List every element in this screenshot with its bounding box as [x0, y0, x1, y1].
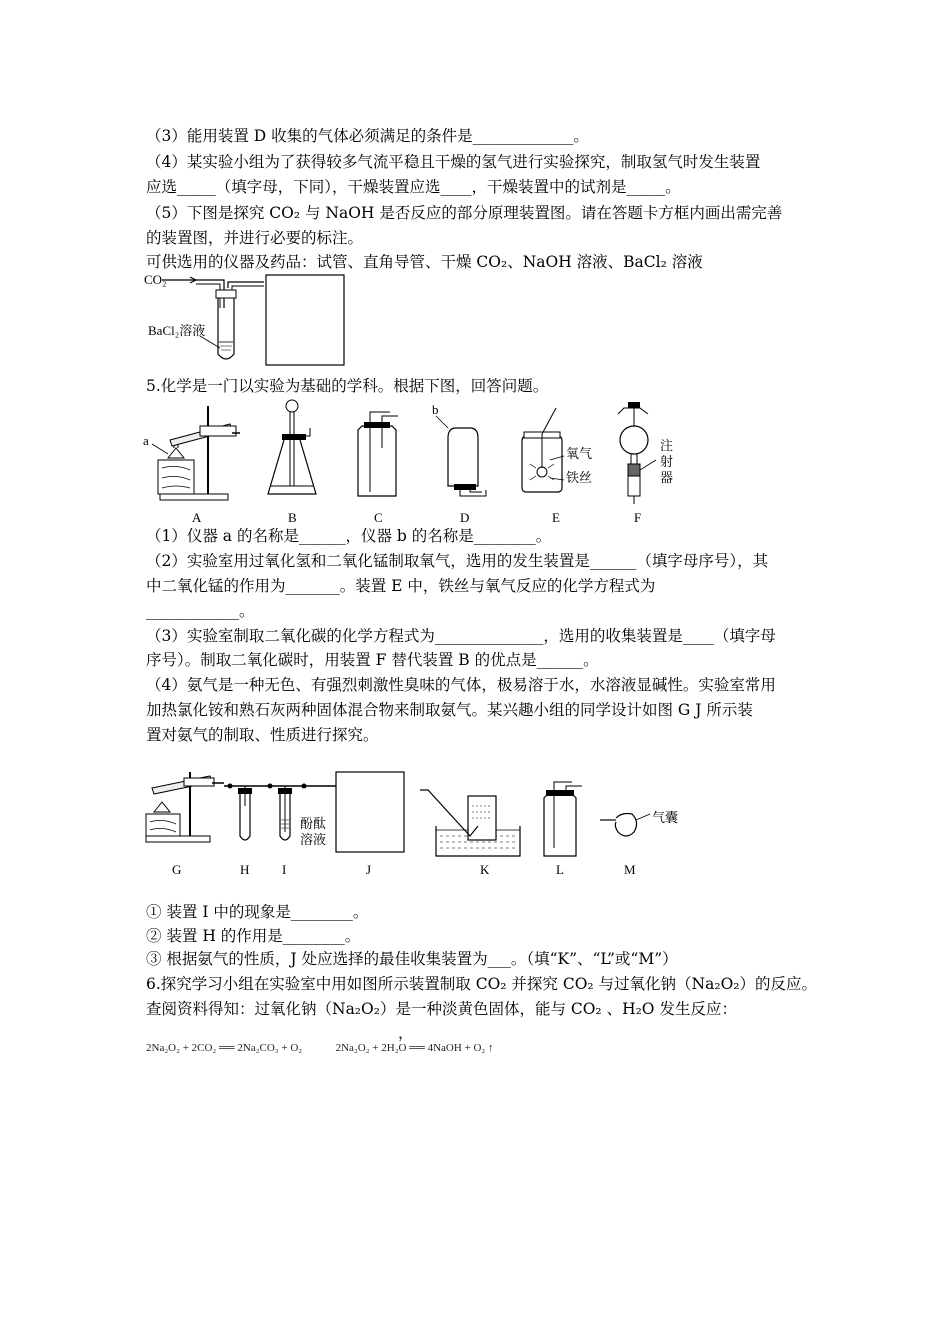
q5-line-4c: 置对氨气的制取、性质进行探究。 [146, 726, 379, 744]
q5-sub-2: ② 装置 H 的作用是________。 [146, 927, 361, 945]
co2-label: CO₂ [144, 272, 167, 287]
q4-line-5a: （5）下图是探究 CO₂ 与 NaOH 是否反应的部分原理装置图。请在答题卡方框内画出需完善 [146, 204, 783, 222]
apparatus-a [143, 406, 240, 500]
label-C: C [374, 510, 383, 525]
q5-line-2c: ____________。 [146, 602, 255, 620]
equation-co2: 2Na₂O₂ + 2CO₂ ══ 2Na₂CO₃ + O₂ [146, 1042, 303, 1054]
q6-comma: ， [398, 1024, 414, 1042]
apparatus-m [600, 810, 678, 836]
f-syringe-label: 注射器 [660, 438, 674, 485]
label-b: b [432, 402, 439, 417]
q5-sub-3: ③ 根据氨气的性质，J 处应选择的最佳收集装置为___。（填“K”、“L”或“M”） [146, 950, 678, 968]
e-oxygen-label: 氧气 [566, 446, 593, 461]
e-iron-label: 铁丝 [566, 470, 593, 485]
q5-sub-1: ① 装置 I 中的现象是________。 [146, 903, 369, 921]
q5-title: 5.化学是一门以实验为基础的学科。根据下图，回答问题。 [146, 377, 549, 395]
bacl2-label: BaCl₂溶液 [148, 323, 206, 338]
co2-bacl2-figure [140, 268, 360, 372]
apparatus-j-box [336, 772, 404, 852]
q5-line-4b: 加热氯化铵和熟石灰两种固体混合物来制取氨气。某兴趣小组的同学设计如图 G J 所示装 [146, 701, 753, 719]
label-B: B [288, 510, 297, 525]
q5-line-1: （1）仪器 a 的名称是______，仪器 b 的名称是________。 [146, 527, 552, 545]
q6-line-1: 6.探究学习小组在实验室中用如图所示装置制取 CO₂ 并探究 CO₂ 与过氧化钠（Na₂O₂）的反应。 [146, 975, 817, 993]
apparatus-f [618, 402, 673, 504]
apparatus-d [432, 402, 486, 496]
q4-line-4b: 应选_____（填字母，下同），干燥装置应选____，干燥装置中的试剂是_____。 [146, 178, 681, 196]
label-G: G [172, 862, 182, 877]
apparatus-k [420, 790, 520, 856]
label-H: H [240, 862, 250, 877]
apparatus-l [544, 782, 582, 856]
label-F: F [634, 510, 642, 525]
label-A: A [192, 510, 202, 525]
answer-box [266, 275, 344, 365]
q5-line-4a: （4）氨气是一种无色、有强烈刺激性臭味的气体，极易溶于水，水溶液显碱性。实验室常用 [146, 676, 776, 694]
q4-line-3: （3）能用装置 D 收集的气体必须满足的条件是_____________。 [146, 127, 589, 145]
apparatus-g-m-figure [140, 766, 700, 882]
q5-line-2b: 中二氧化锰的作用为_______。装置 E 中，铁丝与氧气反应的化学方程式为 [146, 577, 656, 595]
q5-line-3a: （3）实验室制取二氧化碳的化学方程式为______________，选用的收集装置是____（填字母 [146, 627, 776, 645]
apparatus-h [238, 786, 252, 840]
q6-line-2: 查阅资料得知：过氧化钠（Na₂O₂）是一种淡黄色固体，能与 CO₂ 、H₂O 发生反应： [146, 1000, 737, 1018]
label-M: M [624, 862, 636, 877]
label-J: J [366, 862, 372, 877]
m-bag-label: 气囊 [652, 810, 679, 825]
label-K: K [480, 862, 490, 877]
equation-h2o: 2Na₂O₂ + 2H₂O ══ 4NaOH + O₂ ↑ [335, 1042, 494, 1054]
apparatus-e [522, 408, 592, 492]
label-L: L [556, 862, 564, 877]
apparatus-i [278, 786, 326, 847]
apparatus-b [268, 400, 316, 494]
apparatus-a-f-figure [140, 398, 700, 528]
q4-line-5b: 的装置图，并进行必要的标注。 [146, 229, 364, 247]
label-D: D [460, 510, 470, 525]
label-I: I [282, 862, 287, 877]
i-phenol-label: 酚酞溶液 [300, 816, 327, 847]
q6-equations [146, 1042, 494, 1054]
label-E: E [552, 510, 560, 525]
q4-line-4a: （4）某实验小组为了获得较多气流平稳且干燥的氢气进行实验探究，制取氢气时发生装置 [146, 153, 761, 171]
q4-materials: 可供选用的仪器及药品：试管、直角导管、干燥 CO₂、NaOH 溶液、BaCl₂ 溶液 [146, 253, 703, 271]
q5-line-3b: 序号）。制取二氧化碳时，用装置 F 替代装置 B 的优点是______。 [146, 651, 599, 669]
apparatus-c [358, 412, 398, 496]
q5-line-2a: （2）实验室用过氧化氢和二氧化锰制取氧气，选用的发生装置是______（填字母序号），其 [146, 552, 769, 570]
label-a: a [143, 433, 149, 448]
